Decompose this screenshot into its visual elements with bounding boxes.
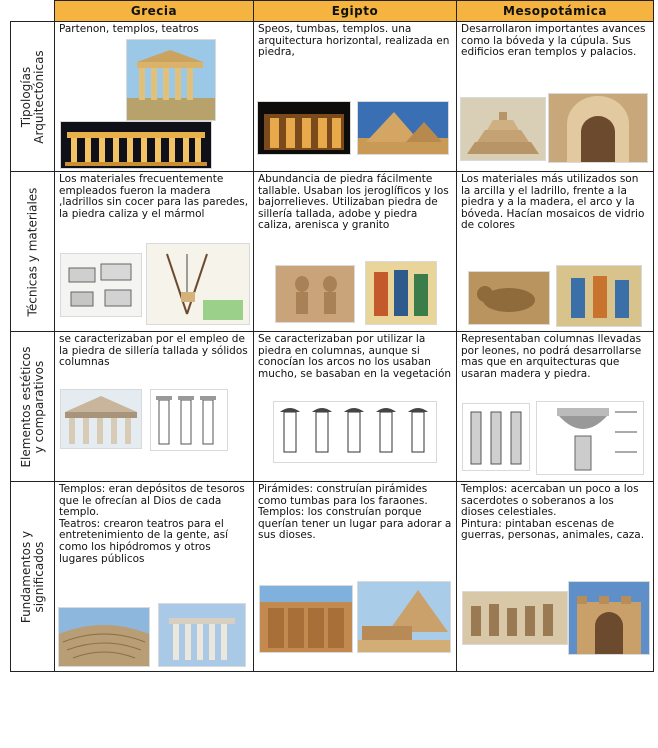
- cell-text: Speos, tumbas, templos. una arquitectura horizontal, realizada en piedra,: [258, 23, 450, 59]
- war-scene-relief-image: [463, 592, 567, 644]
- egyptian-temple-night-image: [258, 102, 350, 154]
- cell-text: Representaban columnas llevadas por leones, no podrá desarrollarse mas que en arquitecturas que usaran madera y piedra.: [461, 333, 642, 380]
- columns-sketch-image: [463, 404, 529, 470]
- row-label-line: Arquitectónicas: [31, 49, 46, 144]
- cell-mesopotamica-tecnicas: [457, 172, 654, 332]
- row-label-line: Técnicas y materiales: [25, 187, 39, 316]
- cell-text: Los materiales frecuentemente empleados fueron la madera ,ladrillos sin cocer para las paredes, la piedra caliza y el mármol: [59, 173, 249, 220]
- dome-arch-image: [549, 94, 647, 162]
- row-label-line: Elementos estéticos: [18, 345, 33, 468]
- row-label-line: Tipologías: [18, 66, 33, 127]
- ziggurat-image: [461, 98, 545, 160]
- cell-text: Templos: acercaban un poco a los sacerdotes o soberanos a los dioses celestiales. Pintura: pintaban escenas de guerras, personas, animales, caza.: [461, 483, 645, 542]
- lion-relief-image: [469, 272, 549, 324]
- cell-mesopotamica-fundamentos: [457, 482, 654, 672]
- row-label-fundamentos: [11, 482, 55, 672]
- greek-columns-orders-image: [151, 390, 227, 450]
- header-egipto: Egipto: [254, 1, 457, 22]
- cell-text: Se caracterizaban por utilizar la piedra en columnas, aunque si conocían los arcos no los usaban mucho, se basaban en la vegetación: [258, 333, 452, 380]
- cell-egipto-tecnicas: [254, 172, 457, 332]
- cell-mesopotamica-tipologias: [457, 22, 654, 172]
- bas-relief-image: [276, 266, 354, 322]
- cell-text: Los materiales más utilizados son la arcilla y el ladrillo, frente a la piedra y a la madera, el arco y la bóveda. Hacían mosaicos de vidrio de colores: [461, 173, 645, 232]
- row-label-elementos: [11, 332, 55, 482]
- cell-text: Abundancia de piedra fácilmente tallable. Usaban los jeroglíficos y los bajorrelieves. Utilizaban piedra de sillería tallada, adobe y piedra caliza, arenisca y granito: [258, 173, 449, 232]
- row-label-line: significados: [31, 541, 46, 612]
- corner-cell: [11, 1, 55, 22]
- greek-theater-image: [59, 608, 149, 666]
- cell-egipto-tipologias: [254, 22, 457, 172]
- row-label-line: y comparativos: [31, 360, 46, 453]
- cell-text: Desarrollaron importantes avances como la bóveda y la cúpula. Sus edificios eran templos y palacios.: [461, 23, 646, 59]
- cell-mesopotamica-elementos: [457, 332, 654, 482]
- egyptian-painting-image: [366, 262, 436, 324]
- cell-grecia-elementos: [55, 332, 254, 482]
- palace-gate-image: [569, 582, 649, 654]
- parthenon-night-image: [61, 122, 211, 168]
- cell-egipto-elementos: [254, 332, 457, 482]
- egyptian-columns-diagram-image: [274, 402, 436, 462]
- cell-grecia-tecnicas: [55, 172, 254, 332]
- pyramids-image: [358, 102, 448, 154]
- capital-diagram-image: [537, 402, 643, 474]
- cell-egipto-fundamentos: [254, 482, 457, 672]
- cell-grecia-fundamentos: [55, 482, 254, 672]
- stone-blocks-sketch-image: [61, 254, 141, 316]
- greek-pediment-image: [61, 390, 141, 448]
- cell-text: Partenon, templos, teatros: [59, 23, 199, 35]
- header-grecia: Grecia: [55, 1, 254, 22]
- cell-text: Pirámides: construían pirámides como tumbas para los faraones. Templos: los construían porque querían tener un lugar para adorar a sus dioses.: [258, 483, 452, 542]
- row-label-line: Fundamentos y: [18, 530, 33, 623]
- cell-text: Templos: eran depósitos de tesoros que le ofrecían al Dios de cada templo. Teatros: crearon teatros para el entretenimiento de la gente, así como los hipódromos y otros lugares públicos: [59, 483, 245, 565]
- cell-text: se caracterizaban por el empleo de la piedra de sillería tallada y sólidos columnas: [59, 333, 248, 369]
- abu-simbel-image: [260, 586, 352, 652]
- archers-mosaic-image: [557, 266, 641, 326]
- round-temple-image: [159, 604, 245, 666]
- row-label-tecnicas: [11, 172, 55, 332]
- crane-construction-image: [147, 244, 249, 324]
- greek-temple-ruins-image: [127, 40, 215, 120]
- cell-grecia-tipologias: [55, 22, 254, 172]
- header-mesopotamica: Mesopotámica: [457, 1, 654, 22]
- sphinx-pyramid-image: [358, 582, 450, 652]
- row-label-tipologias: [11, 22, 55, 172]
- comparison-table: [10, 0, 654, 672]
